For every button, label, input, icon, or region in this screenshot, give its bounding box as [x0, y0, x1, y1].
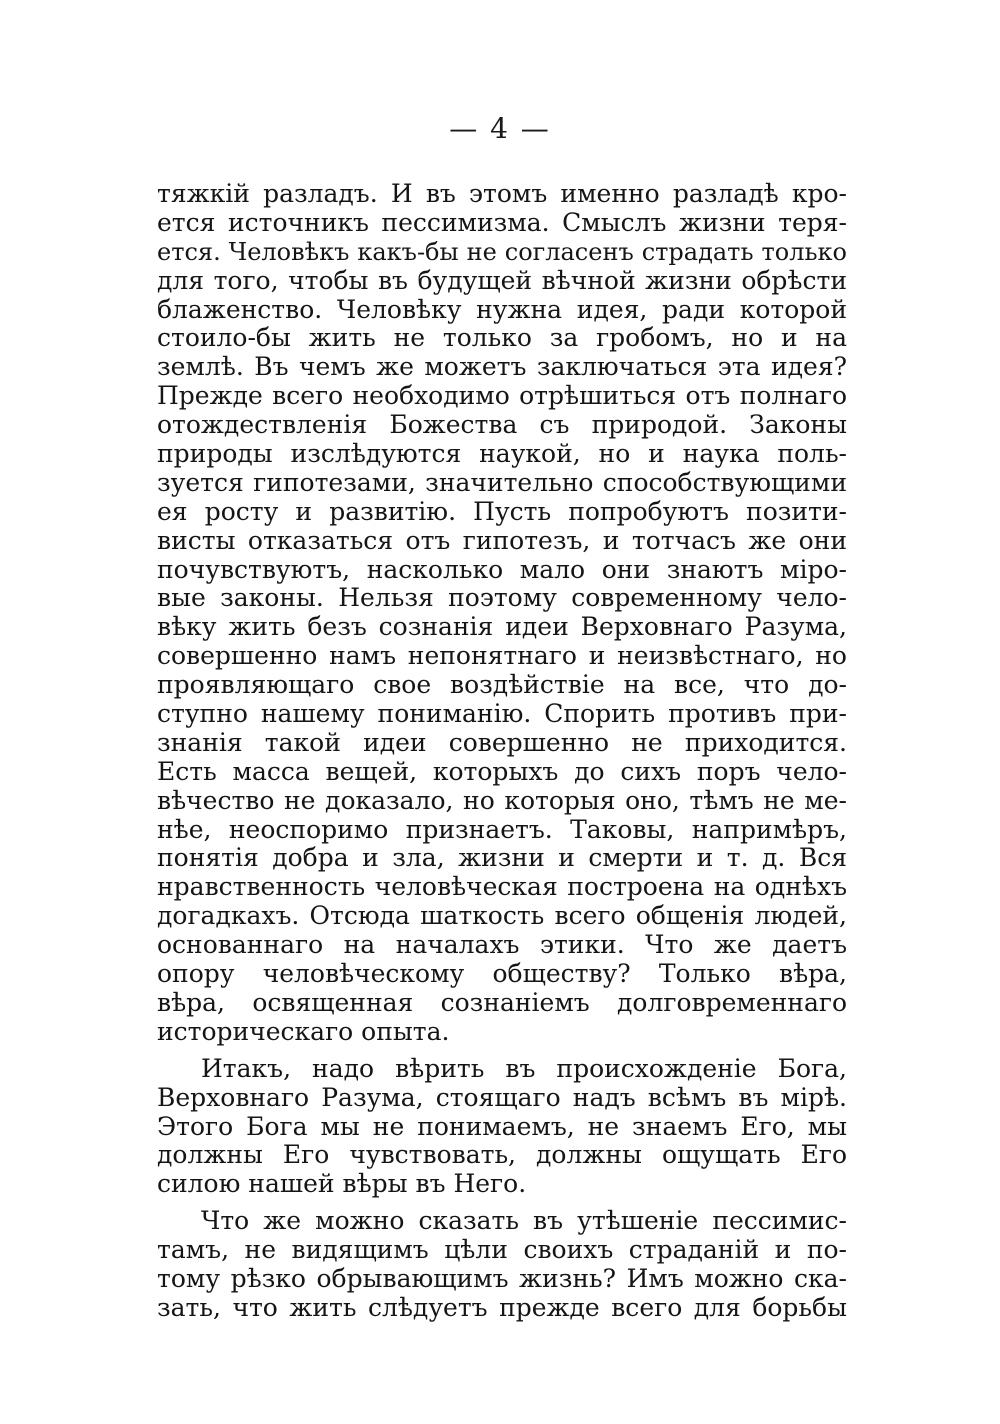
text-line: Итакъ, надо вѣрить въ происхожденіе Бога,	[201, 1053, 847, 1083]
text-line: для того, чтобы въ будущей вѣчной жизни обрѣсти	[157, 265, 847, 295]
text-line: тому рѣзко обрывающимъ жизнь? Имъ можно ска-	[157, 1263, 847, 1293]
text-line: стоило-бы жить не только за гробомъ, но и на	[157, 323, 847, 353]
text-line: знанія такой идеи совершенно не приходится.	[157, 727, 847, 757]
text-line: силою нашей вѣры въ Него.	[157, 1169, 527, 1199]
text-line: Прежде всего необходимо отрѣшиться отъ полнаго	[157, 381, 847, 411]
text-line: вѣра, освященная сознаніемъ долговременнаго	[157, 987, 847, 1017]
text-line: совершенно намъ непонятнаго и неизвѣстнаго, но	[157, 641, 847, 671]
text-line: ея росту и развитію. Пусть попробуютъ позити-	[157, 496, 847, 526]
text-line: зать, что жить слѣдуетъ прежде всего для борьбы	[157, 1292, 847, 1322]
text-line: догадкахъ. Отсюда шаткость всего общенія людей,	[157, 901, 847, 931]
text-line: тамъ, не видящимъ цѣли своихъ страданій и по-	[157, 1235, 847, 1265]
text-line: понятія добра и зла, жизни и смерти и т. д. Вся	[157, 843, 847, 873]
paragraph-2	[157, 1055, 847, 1199]
text-line: основаннаго на началахъ этики. Что же даетъ	[157, 930, 847, 960]
text-line: Что же можно сказать въ утѣшеніе пессимис-	[201, 1206, 847, 1236]
text-line: проявляющаго свое воздѣйствіе на все, что до-	[157, 670, 847, 700]
text-line: природы изслѣдуются наукой, но и наука поль-	[157, 439, 847, 469]
text-line: ется. Человѣкъ какъ-бы не согласенъ страдать только	[157, 237, 847, 266]
text-line: зуется гипотезами, значительно способствующими	[157, 467, 847, 497]
text-line: отождествленія Божества съ природой. Законы	[157, 410, 847, 440]
text-line: висты отказаться отъ гипотезъ, и тотчасъ же они	[157, 525, 847, 555]
text-line: должны Его чувствовать, должны ощущать Его	[157, 1140, 847, 1170]
text-line: нравственность человѣческая построена на однѣхъ	[157, 872, 847, 902]
text-line: вѣчество не доказало, но которыя оно, тѣмъ не ме-	[157, 785, 847, 815]
text-line: землѣ. Въ чемъ же можетъ заключаться эта идея?	[157, 352, 847, 382]
text-line: нѣе, неоспоримо признаетъ. Таковы, напримѣръ,	[157, 814, 847, 844]
text-line: Верховнаго Разума, стоящаго надъ всѣмъ въ мірѣ.	[157, 1082, 847, 1112]
text-line: почувствуютъ, насколько мало они знаютъ міро-	[157, 554, 847, 584]
text-line: тяжкій разладъ. И въ этомъ именно разладѣ кро-	[157, 179, 847, 208]
text-line: историческаго опыта.	[157, 1016, 450, 1046]
text-line: вые законы. Нельзя поэтому современному чело-	[157, 583, 847, 613]
paragraph-3	[157, 1207, 847, 1323]
text-line: Есть масса вещей, которыхъ до сихъ поръ чело-	[157, 756, 847, 786]
text-line: ется источникъ пессимизма. Смыслъ жизни теря-	[157, 207, 847, 237]
text-line: вѣку жить безъ сознанія идеи Верховнаго Разума,	[157, 612, 847, 642]
paragraph-1	[157, 180, 847, 1047]
text-line: опору человѣческому обществу? Только вѣра,	[157, 959, 847, 989]
text-line: ступно нашему пониманію. Спорить противъ при-	[157, 699, 847, 729]
page-number: — 4 —	[449, 112, 551, 145]
text-line: Этого Бога мы не понимаемъ, не знаемъ Его, мы	[157, 1111, 847, 1141]
text-line: блаженство. Человѣку нужна идея, ради которой	[157, 294, 847, 324]
body-text	[157, 180, 847, 1323]
